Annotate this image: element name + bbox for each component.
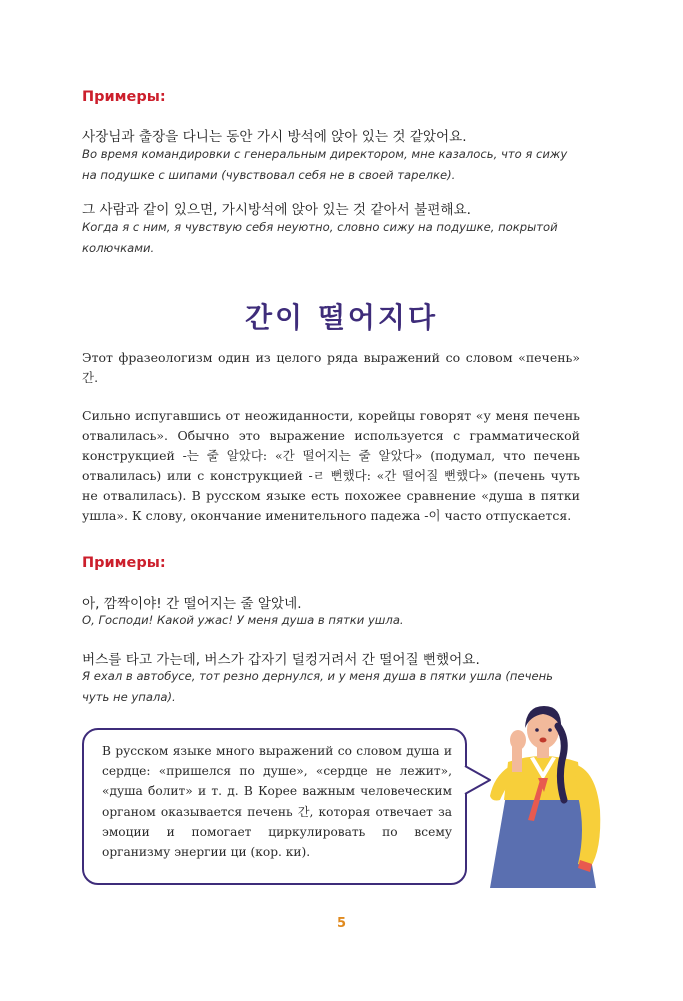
speech-bubble-text: В русском языке много выражений со словом душа и сердце: «пришелся по душе», «сердце не лежит», «душа болит» и т. д. В Корее важным человеческим органом оказывается печень 간, которая отвечает за эмоции и помогает циркулировать по всему организму энергии ци (кор. ки).	[102, 744, 452, 860]
woman-in-hanbok-illustration	[478, 700, 608, 890]
examples-heading-1: Примеры:	[82, 89, 166, 105]
example-1-korean: 사장님과 출장을 다니는 동안 가시 방석에 앉아 있는 것 같았어요.	[82, 129, 467, 145]
intro-paragraph: Этот фразеологизм один из целого ряда выражений со словом «печень» 간.	[82, 350, 580, 385]
idiom-title: 간이 떨어지다	[244, 301, 439, 334]
body-paragraph: Сильно испугавшись от неожиданности, корейцы говорят «у меня печень отвалилась». Обычно это выражение используется с грамматической конструкцией -는 줄 알았다: «간 떨어지는 줄 알았다» (подумал, что печень отвалилась) или с конструкцией -ㄹ 뻔했다: «간 떨어질 뻔했다» (печень чуть не отвалилась). В русском языке есть похожее сравнение «душа в пятки ушла». К слову, окончание именительного падежа -이 часто отпускается.	[82, 408, 580, 523]
example-3-korean: 아, 깜짝이야! 간 떨어지는 줄 알았네.	[82, 596, 302, 612]
example-1-translation: Во время командировки с генеральным директором, мне казалось, что я сижу на подушке с шипами (чувствовал себя не в своей тарелке).	[82, 147, 568, 182]
example-4-korean: 버스를 타고 가는데, 버스가 갑자기 덜컹거려서 간 떨어질 뻔했어요.	[82, 652, 480, 668]
speech-bubble	[82, 728, 467, 885]
example-4-translation: Я ехал в автобусе, тот резно дернулся, и у меня душа в пятки ушла (печень чуть не упала).	[82, 669, 554, 704]
example-2-translation: Когда я с ним, я чувствую себя неуютно, словно сижу на подушке, покрытой колючками.	[82, 220, 558, 255]
example-3-translation: О, Господи! Какой ужас! У меня душа в пятки ушла.	[82, 613, 404, 627]
page-number: 5	[336, 916, 347, 931]
example-2-korean: 그 사람과 같이 있으면, 가시방석에 앉아 있는 것 같아서 불편해요.	[82, 202, 471, 218]
examples-heading-2: Примеры:	[82, 555, 166, 571]
